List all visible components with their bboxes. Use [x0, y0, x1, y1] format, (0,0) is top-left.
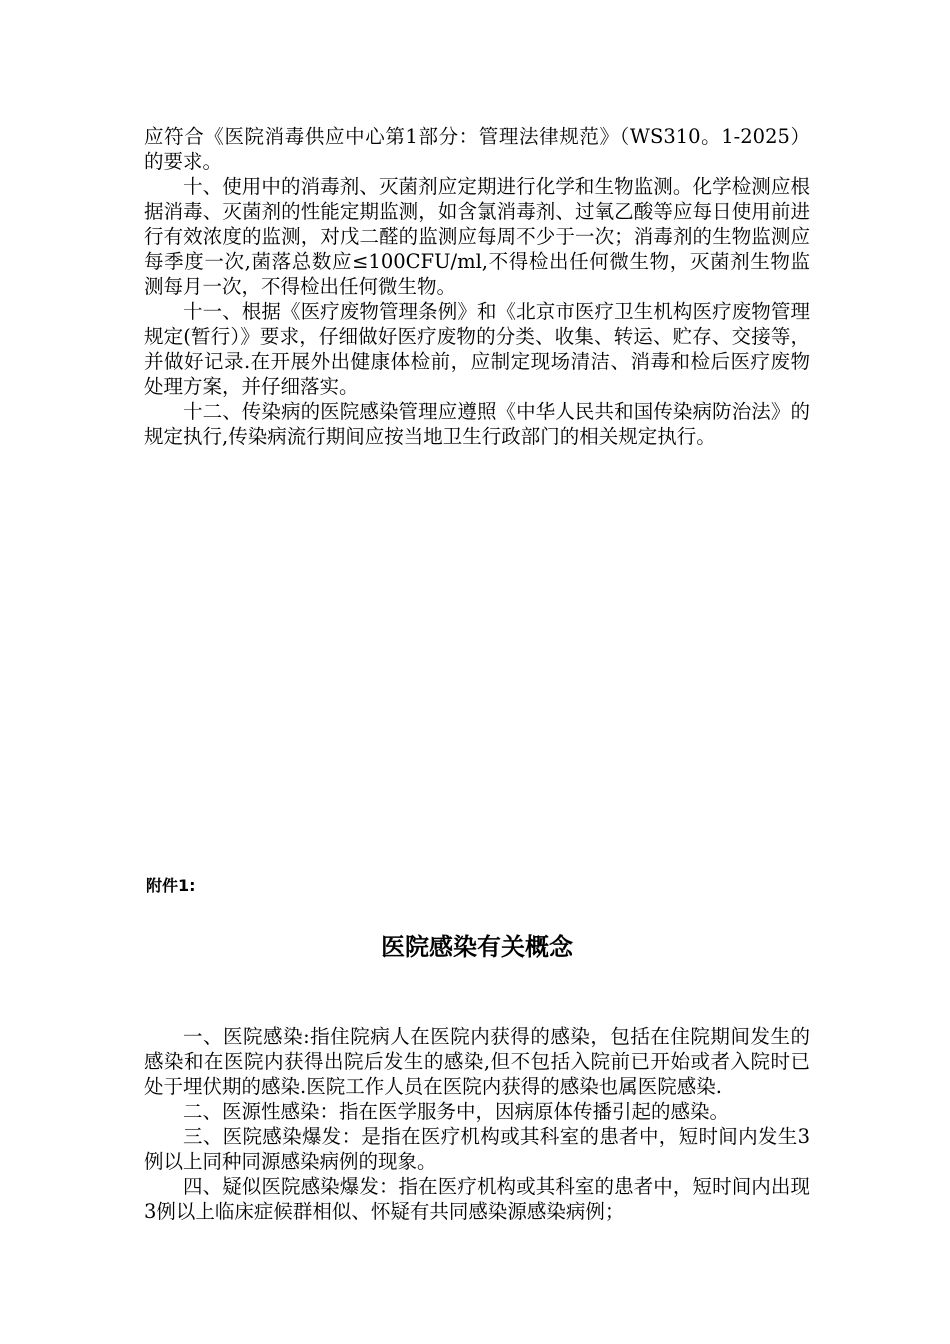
continuation-paragraph: 应符合《医院消毒供应中心第1部分：管理法律规范》（WS310。1-2025）的要求。	[144, 125, 810, 173]
annex-title: 医院感染有关概念	[381, 933, 573, 961]
paragraph-item-11: 十一、根据《医疗废物管理条例》和《北京市医疗卫生机构医疗废物管理规定(暂行）》要求，仔细做好医疗废物的分类、收集、转运、贮存、交接等，并做好记录.在开展外出健康体检前，应制定现场清洁、消毒和检后医疗废物处理方案，并仔细落实。	[144, 300, 810, 398]
paragraph-item-10: 十、使用中的消毒剂、灭菌剂应定期进行化学和生物监测。化学检测应根据消毒、灭菌剂的性能定期监测，如含氯消毒剂、过氧乙酸等应每日使用前进行有效浓度的监测，对戊二醛的监测应每周不少于一次；消毒剂的生物监测应每季度一次,菌落总数应≤100CFU/ml,不得检出任何微生物，灭菌剂生物监测每月一次，不得检出任何微生物。	[144, 175, 810, 298]
section-top	[144, 124, 810, 449]
concept-item-2: 二、医源性感染：指在医学服务中，因病原体传播引起的感染。	[183, 1100, 730, 1123]
concept-item-3: 三、医院感染爆发：是指在医疗机构或其科室的患者中，短时间内发生3例以上同种同源感染病例的现象。	[144, 1125, 810, 1173]
annex-label: 附件1:	[146, 876, 196, 895]
concept-item-4: 四、疑似医院感染爆发：指在医疗机构或其科室的患者中，短时间内出现3例以上临床症候群相似、怀疑有共同感染源感染病例；	[144, 1175, 810, 1223]
paragraph-item-12: 十二、传染病的医院感染管理应遵照《中华人民共和国传染病防治法》的规定执行,传染病流行期间应按当地卫生行政部门的相关规定执行。	[144, 400, 810, 448]
annex-body	[144, 1024, 810, 1224]
concept-item-1: 一、医院感染:指住院病人在医院内获得的感染，包括在住院期间发生的感染和在医院内获得出院后发生的感染,但不包括入院前已开始或者入院时已处于埋伏期的感染.医院工作人员在医院内获得的感染也属医院感染.	[144, 1025, 810, 1098]
